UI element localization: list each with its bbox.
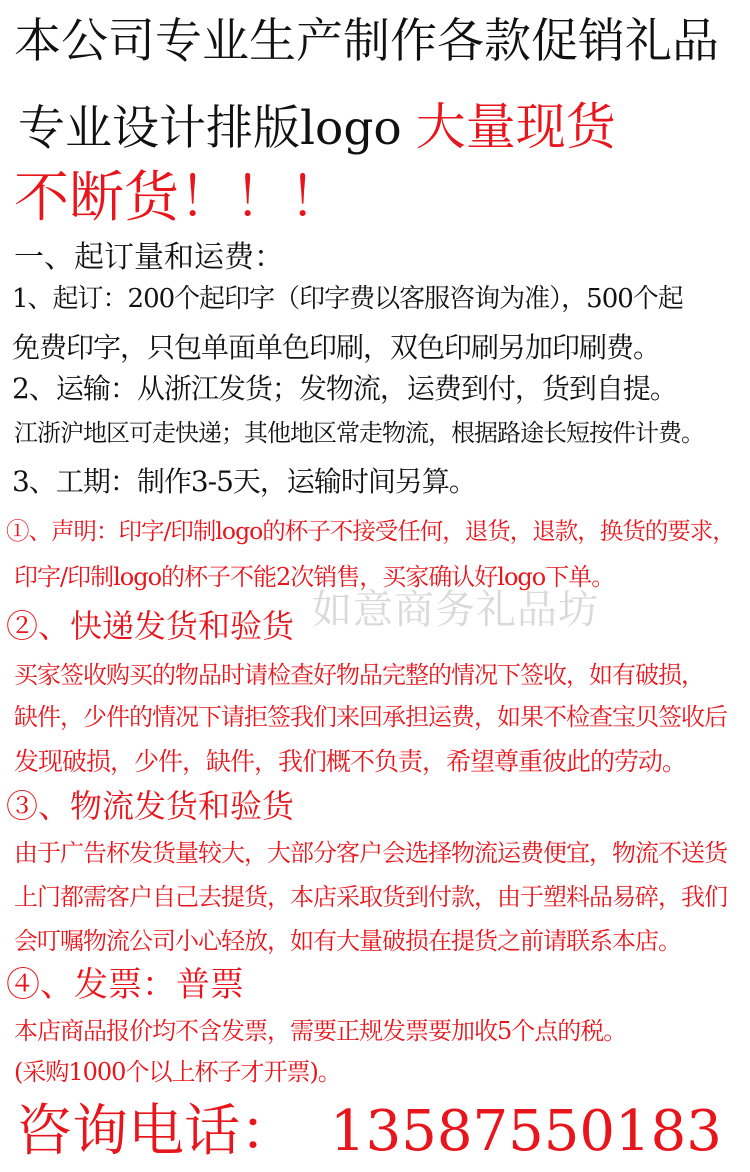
notice-3-heading: ③、物流发货和验货	[6, 787, 295, 825]
headline-line-3: 不断货！！！	[14, 165, 345, 229]
notice-2-line-1: 买家签收购买的物品时请检查好物品完整的情况下签收，如有破损，	[14, 661, 704, 689]
notice-1-line-1: ①、声明：印字/印制logo的杯子不接受任何，退货，退款，换货的要求，	[6, 517, 735, 545]
section-heading-order-shipping: 一、起订量和运费：	[14, 240, 284, 275]
shop-watermark: 如意商务礼品坊	[312, 587, 599, 633]
notice-4-line-2: (采购1000个以上杯子才开票)。	[14, 1058, 341, 1086]
headline-design-text: 专业设计排版logo	[18, 101, 402, 156]
order-item-2-line-2: 江浙沪地区可走快递；其他地区常走物流，根据路途长短按件计费。	[14, 419, 704, 447]
contact-label: 咨询电话：	[16, 1099, 296, 1164]
notice-3-line-1: 由于广告杯发货量较大，大部分客户会选择物流运费便宜，物流不送货	[14, 839, 727, 867]
headline-line-2	[18, 98, 616, 156]
headline-line-1: 本公司专业生产制作各款促销礼品	[14, 14, 719, 69]
order-item-3: 3、工期：制作3-5天，运输时间另算。	[12, 465, 476, 498]
notice-2-line-3: 发现破损，少件，缺件，我们概不负责，希望尊重彼此的劳动。	[14, 747, 687, 776]
contact-phone-line	[16, 1099, 722, 1164]
notice-3-line-2: 上门都需客户自己去提货，本店采取货到付款，由于塑料品易碎，我们	[14, 883, 727, 911]
order-item-1-line-1: 1、起订：200个起印字（印字费以客服咨询为准），500个起	[12, 284, 683, 314]
order-item-2-line-1: 2、运输：从浙江发货；发物流，运费到付，货到自提。	[12, 372, 677, 405]
headline-stock-text: 大量现货	[415, 98, 616, 156]
notice-1-line-2: 印字/印制logo的杯子不能2次销售，买家确认好logo下单。	[14, 563, 615, 591]
notice-4-heading: ④、发票：普票	[6, 965, 244, 1005]
order-item-1-line-2: 免费印字，只包单面单色印刷，双色印刷另加印刷费。	[12, 331, 661, 364]
notice-3-line-3: 会叮嘱物流公司小心轻放，如有大量破损在提货之前请联系本店。	[14, 927, 681, 955]
notice-4-line-1: 本店商品报价均不含发票，需要正规发票要加收5个点的税。	[14, 1017, 627, 1045]
phone-number[interactable]: 13587550183	[330, 1099, 722, 1164]
notice-2-heading: ②、快递发货和验货	[6, 607, 295, 645]
notice-2-line-2: 缺件，少件的情况下请拒签我们来回承担运费，如果不检查宝贝签收后	[14, 703, 727, 731]
